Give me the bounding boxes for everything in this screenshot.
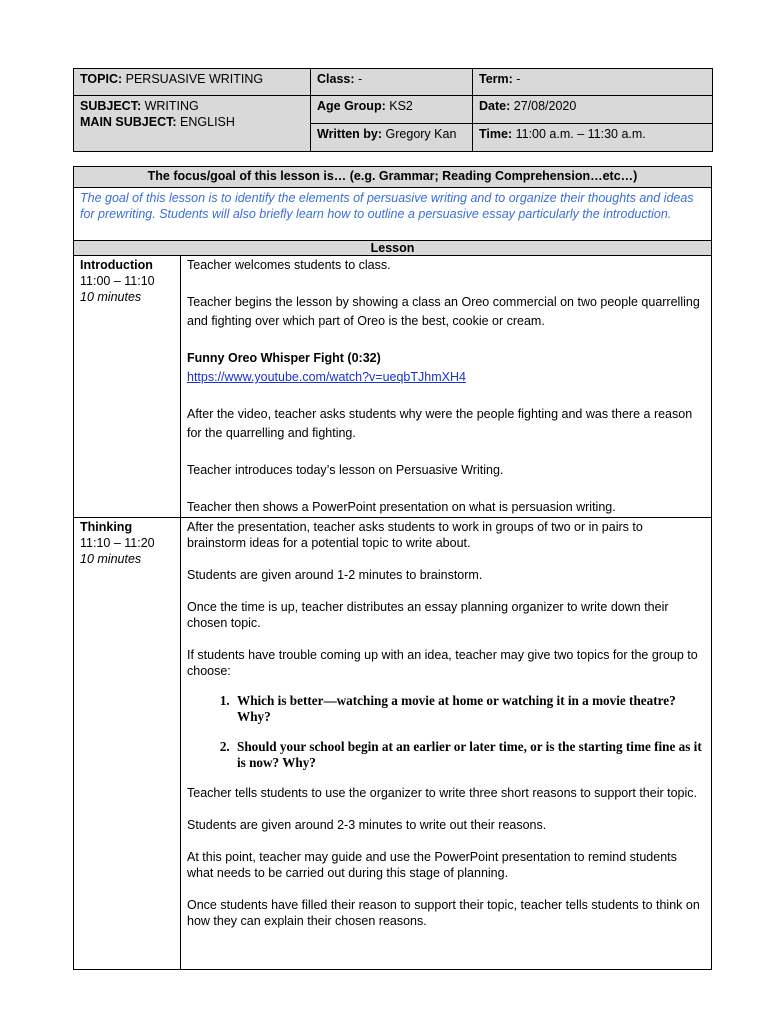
introduction-time: 11:00 – 11:10 xyxy=(80,274,155,288)
age-group-label: Age Group: xyxy=(317,99,386,113)
introduction-paragraph: Teacher welcomes students to class. xyxy=(187,258,391,272)
lesson-info-table xyxy=(73,68,713,152)
term-label: Term: xyxy=(479,72,513,86)
thinking-paragraph: Students are given around 1-2 minutes to brainstorm. xyxy=(187,568,483,582)
lesson-heading: Lesson xyxy=(74,241,712,256)
written-by-value: Gregory Kan xyxy=(385,127,457,141)
thinking-time: 11:10 – 11:20 xyxy=(80,536,155,550)
thinking-duration: 10 minutes xyxy=(80,552,142,566)
thinking-paragraph: If students have trouble coming up with an idea, teacher may give two topics for the group to choose: xyxy=(187,648,698,678)
thinking-paragraph: Once students have filled their reason to support their topic, teacher tells students to think on how they can explain their chosen reasons. xyxy=(187,898,700,928)
thinking-stage-cell xyxy=(74,518,181,970)
age-group-value: KS2 xyxy=(389,99,413,113)
thinking-paragraph: Once the time is up, teacher distributes an essay planning organizer to write down their chosen topic. xyxy=(187,600,669,630)
time-value: 11:00 a.m. – 11:30 a.m. xyxy=(515,127,646,141)
main-subject-label: MAIN SUBJECT: xyxy=(80,115,177,129)
topic-cell xyxy=(74,69,311,96)
class-value: - xyxy=(358,72,363,86)
thinking-paragraph: Students are given around 2-3 minutes to write out their reasons. xyxy=(187,818,547,832)
introduction-stage-cell xyxy=(74,256,181,518)
class-cell xyxy=(311,69,473,96)
thinking-title: Thinking xyxy=(80,520,133,534)
lesson-plan-table xyxy=(73,166,712,970)
introduction-paragraph: Teacher introduces today’s lesson on Persuasive Writing. xyxy=(187,463,504,477)
term-cell xyxy=(473,69,713,96)
goal-heading: The focus/goal of this lesson is… (e.g. Grammar; Reading Comprehension…etc…) xyxy=(74,167,712,188)
introduction-paragraph: Teacher begins the lesson by showing a class an Oreo commercial on two people quarrelling and fighting over which part of Oreo is the best, cookie or cream. xyxy=(187,295,700,328)
topic-label: TOPIC: xyxy=(80,72,123,86)
topic-item: 1. Which is better—watching a movie at home or watching it in a movie theatre? Why? xyxy=(233,693,705,725)
time-label: Time: xyxy=(479,127,513,141)
thinking-content-cell xyxy=(181,518,712,970)
written-by-label: Written by: xyxy=(317,127,383,141)
thinking-paragraph: At this point, teacher may guide and use the PowerPoint presentation to remind students what needs to be carried out during this stage of planning. xyxy=(187,850,677,880)
thinking-paragraph: Teacher tells students to use the organizer to write three short reasons to support their topic. xyxy=(187,786,697,800)
main-subject-value: ENGLISH xyxy=(180,115,235,129)
subject-cell xyxy=(74,96,311,152)
introduction-paragraph: After the video, teacher asks students why were the people fighting and was there a reason for the quarrelling and fighting. xyxy=(187,407,693,440)
thinking-paragraph: After the presentation, teacher asks students to work in groups of two or in pairs to brainstorm ideas for a potential topic to write about. xyxy=(187,520,643,550)
class-label: Class: xyxy=(317,72,355,86)
subject-value: WRITING xyxy=(144,99,199,113)
topic-value: PERSUASIVE WRITING xyxy=(125,72,264,86)
introduction-title: Introduction xyxy=(80,258,153,272)
subject-label: SUBJECT: xyxy=(80,99,142,113)
term-value: - xyxy=(516,72,521,86)
time-cell xyxy=(473,124,713,152)
date-value: 27/08/2020 xyxy=(513,99,577,113)
topic-list xyxy=(187,693,705,771)
date-label: Date: xyxy=(479,99,511,113)
video-link[interactable]: https://www.youtube.com/watch?v=ueqbTJhmXH4 xyxy=(187,370,466,384)
date-cell xyxy=(473,96,713,124)
written-by-cell xyxy=(311,124,473,152)
topic-item: 2. Should your school begin at an earlier or later time, or is the starting time fine as it is now? Why? xyxy=(233,739,705,771)
goal-text: The goal of this lesson is to identify the elements of persuasive writing and to organize their thoughts and ideas for prewriting. Students will also briefly learn how to outline a persuasive essay particularly the introduction. xyxy=(74,188,712,241)
video-title: Funny Oreo Whisper Fight (0:32) xyxy=(187,351,381,365)
introduction-duration: 10 minutes xyxy=(80,290,142,304)
introduction-content-cell xyxy=(181,256,712,518)
introduction-paragraph: Teacher then shows a PowerPoint presentation on what is persuasion writing. xyxy=(187,500,616,514)
age-group-cell xyxy=(311,96,473,124)
